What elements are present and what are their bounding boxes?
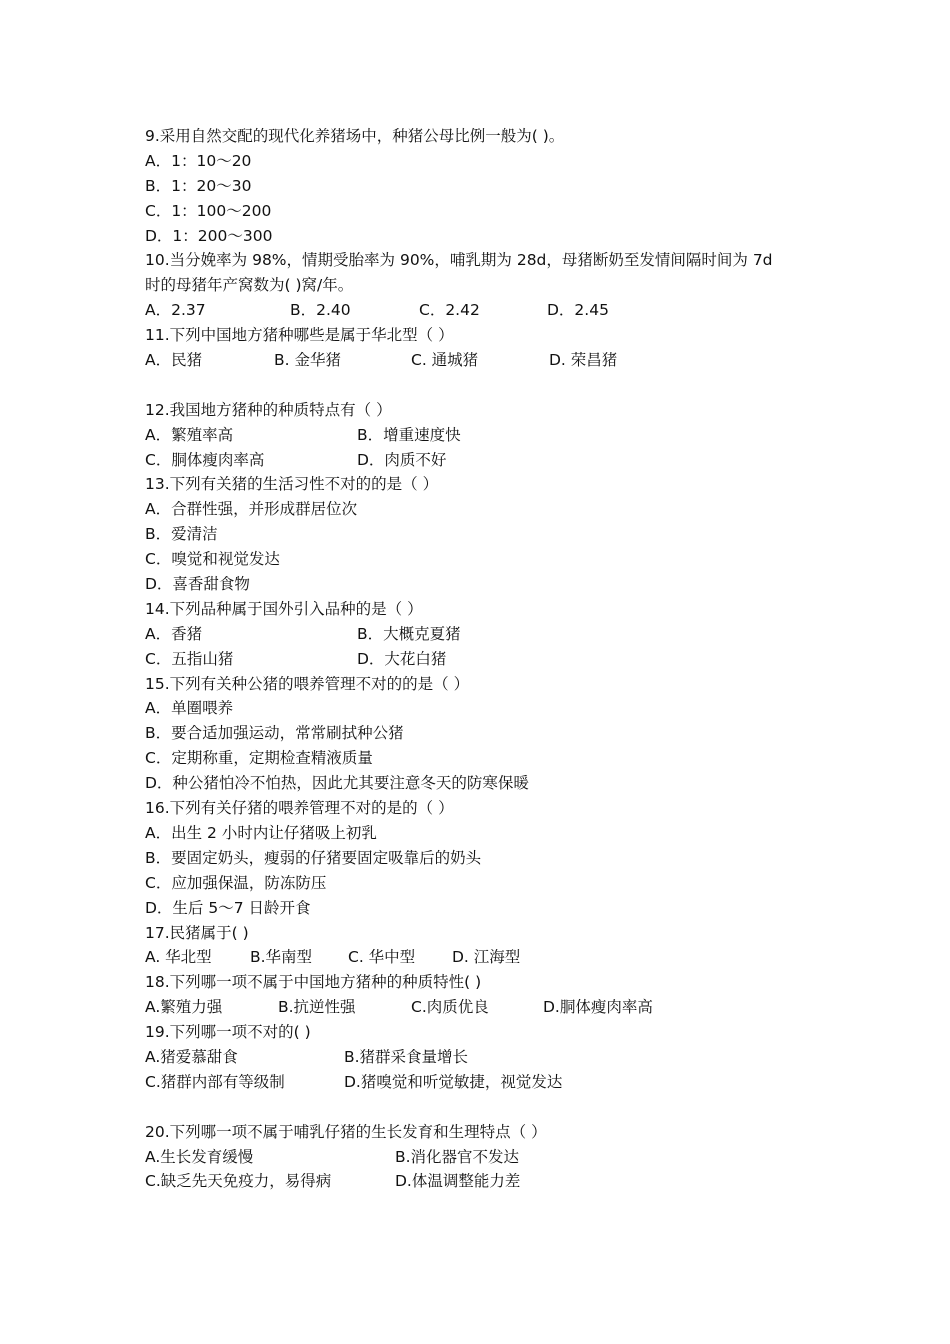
question-13-option-c: C．嗅觉和视觉发达 (145, 550, 280, 569)
question-17-stem: 17.民猪属于( ) (145, 923, 249, 942)
question-17-option-a: A. 华北型 (145, 948, 212, 967)
question-15-option-c: C．定期称重，定期检查精液质量 (145, 749, 373, 768)
question-13-option-d: D．喜香甜食物 (145, 575, 250, 594)
question-16-option-b: B．要固定奶头，瘦弱的仔猪要固定吸靠后的奶头 (145, 848, 482, 867)
question-15-option-b: B．要合适加强运动，常常刷拭种公猪 (145, 724, 404, 743)
question-9-option-c: C．1：100～200 (145, 201, 272, 220)
question-17-option-c: C. 华中型 (348, 948, 416, 967)
question-9-stem: 9.采用自然交配的现代化养猪场中，种猪公母比例一般为( )。 (145, 127, 565, 145)
question-20-option-d: D.体温调整能力差 (395, 1172, 521, 1191)
question-20-options-row-2 (145, 1169, 825, 1194)
question-12-option-b: B．增重速度快 (357, 425, 461, 444)
question-20-option-b: B.消化器官不发达 (395, 1147, 520, 1166)
question-14-option-b: B．大概克夏猪 (357, 624, 461, 643)
spacer (145, 1095, 825, 1120)
question-15-stem: 15.下列有关种公猪的喂养管理不对的的是（ ） (145, 674, 470, 693)
question-15-option-d: D．种公猪怕冷不怕热，因此尤其要注意冬天的防寒保暖 (145, 774, 529, 793)
question-19-option-c: C.猪群内部有等级制 (145, 1072, 285, 1091)
question-20-options-row-1 (145, 1145, 825, 1170)
question-13-option-b: B．爱清洁 (145, 525, 218, 544)
question-10-option-d: D．2.45 (547, 301, 609, 320)
question-13-stem: 13.下列有关猪的生活习性不对的的是（ ） (145, 475, 439, 494)
question-17-options-row (145, 945, 825, 970)
question-13-option-a: A．合群性强，并形成群居位次 (145, 500, 358, 519)
question-10-options-row (145, 298, 825, 323)
question-9-option-d: D．1：200～300 (145, 226, 273, 245)
question-20-option-a: A.生长发育缓慢 (145, 1147, 254, 1166)
question-17-option-b: B.华南型 (250, 948, 313, 967)
question-18-option-c: C.肉质优良 (411, 998, 489, 1017)
question-11-options-row (145, 348, 825, 373)
question-16-option-d: D．生后 5～7 日龄开食 (145, 898, 311, 917)
question-14-options-row-2 (145, 647, 825, 672)
question-19-option-d: D.猪嗅觉和听觉敏捷，视觉发达 (344, 1072, 563, 1091)
question-19-option-a: A.猪爱慕甜食 (145, 1047, 238, 1066)
question-12-stem: 12.我国地方猪种的种质特点有（ ） (145, 400, 392, 419)
question-18-option-b: B.抗逆性强 (278, 998, 356, 1017)
question-18-stem: 18.下列哪一项不属于中国地方猪种的种质特性( ) (145, 973, 482, 992)
question-14-option-d: D．大花白猪 (357, 649, 447, 668)
spacer (145, 373, 825, 398)
question-11-option-d: D. 荣昌猪 (549, 351, 618, 370)
question-16-stem: 16.下列有关仔猪的喂养管理不对的是的（ ） (145, 799, 454, 818)
question-17-option-d: D. 江海型 (452, 948, 521, 967)
question-19-option-b: B.猪群采食量增长 (344, 1047, 469, 1066)
question-12-option-c: C．胴体瘦肉率高 (145, 450, 265, 469)
question-18-option-d: D.胴体瘦肉率高 (543, 998, 653, 1017)
question-18-option-a: A.繁殖力强 (145, 998, 223, 1017)
question-9-option-a: A．1：10～20 (145, 151, 252, 170)
question-15-option-a: A．单圈喂养 (145, 699, 234, 718)
question-19-stem: 19.下列哪一项不对的( ) (145, 1023, 311, 1042)
question-14-options-row-1 (145, 622, 825, 647)
question-19-options-row-1 (145, 1045, 825, 1070)
question-14-option-c: C．五指山猪 (145, 649, 234, 668)
question-14-stem: 14.下列品种属于国外引入品种的是（ ） (145, 599, 423, 618)
question-11-option-b: B. 金华猪 (274, 351, 341, 370)
question-12-option-a: A．繁殖率高 (145, 425, 234, 444)
question-16-option-c: C．应加强保温，防冻防压 (145, 873, 327, 892)
question-11-option-a: A．民猪 (145, 351, 203, 370)
question-10-stem-line2: 时的母猪年产窝数为( )窝/年。 (145, 276, 354, 295)
question-11-stem: 11.下列中国地方猪种哪些是属于华北型（ ） (145, 326, 454, 345)
question-12-options-row-1 (145, 423, 825, 448)
question-16-option-a: A．出生 2 小时内让仔猪吸上初乳 (145, 823, 377, 842)
question-20-stem: 20.下列哪一项不属于哺乳仔猪的生长发育和生理特点（ ） (145, 1122, 547, 1141)
exam-page (145, 124, 825, 1194)
question-12-option-d: D．肉质不好 (357, 450, 447, 469)
question-10-stem-line1: 10.当分娩率为 98%，情期受胎率为 90%，哺乳期为 28d，母猪断奶至发情间隔时间为 7d (145, 251, 773, 270)
question-10-option-a: A．2.37 (145, 301, 206, 320)
question-12-options-row-2 (145, 448, 825, 473)
question-18-options-row (145, 995, 825, 1020)
question-10-option-b: B．2.40 (290, 301, 351, 320)
question-14-option-a: A．香猪 (145, 624, 203, 643)
question-11-option-c: C. 通城猪 (411, 351, 479, 370)
question-10-option-c: C．2.42 (419, 301, 480, 320)
question-19-options-row-2 (145, 1070, 825, 1095)
question-20-option-c: C.缺乏先天免疫力，易得病 (145, 1172, 332, 1191)
question-9-option-b: B．1：20～30 (145, 176, 252, 195)
